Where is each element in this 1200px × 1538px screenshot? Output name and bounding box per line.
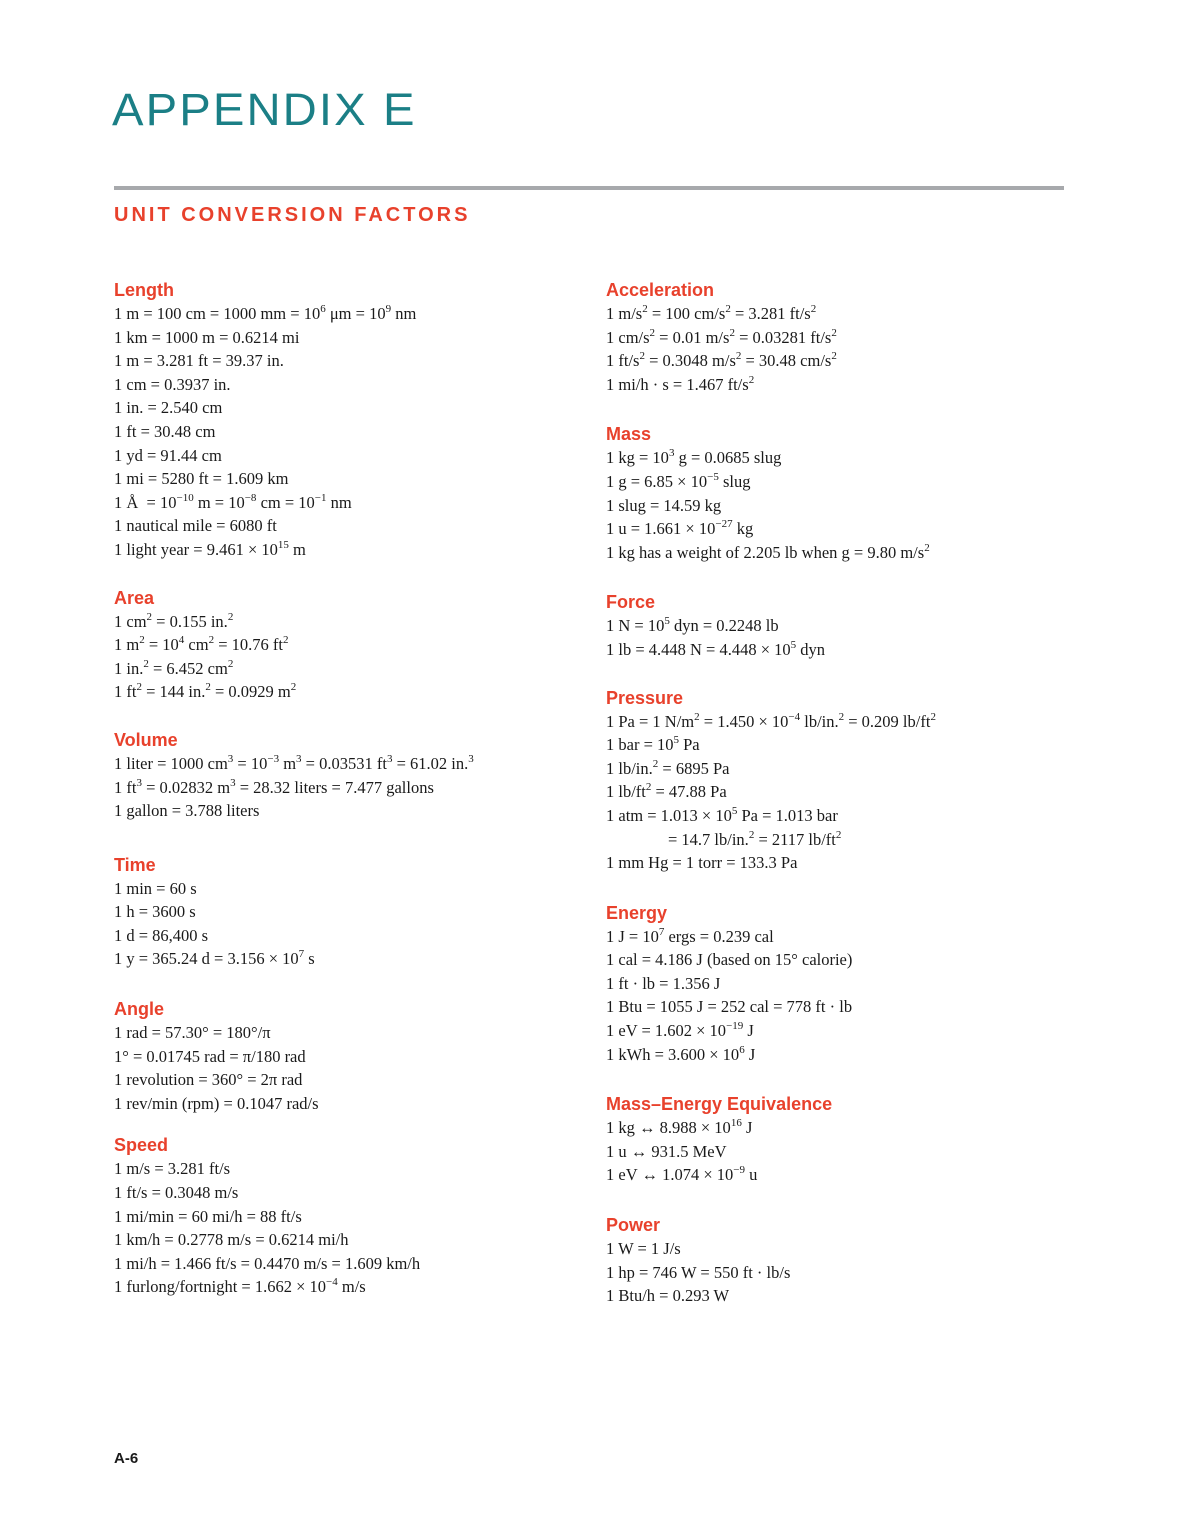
group-heading: Angle bbox=[114, 999, 165, 1020]
group-heading: Pressure bbox=[606, 687, 684, 708]
right-column bbox=[606, 278, 1166, 1308]
conversion-group bbox=[114, 278, 584, 562]
conversion-line: 1 lb = 4.448 $N = 4.448 \times 10^5$ dyn bbox=[606, 638, 826, 659]
conversion-group bbox=[606, 686, 1166, 875]
conversion-line: 1 Btu = 1055 J = 252 cal = 778 ft · lb bbox=[606, 997, 853, 1017]
conversion-line: 1 y = 365.24 $d = 3.156 \times 10^7$ s bbox=[114, 948, 315, 969]
conversion-line: 1 cm = 0.3937 in. bbox=[114, 374, 231, 394]
group-heading: Mass–Energy Equivalence bbox=[606, 1094, 833, 1115]
conversion-line: 1 m = 100 cm = 1000 mm = $10^6$ $\mu m = 10^9$ nm bbox=[114, 303, 417, 323]
conversion-line: 1 km/h = 0.2778 m/s = 0.6214 mi/h bbox=[114, 1230, 349, 1250]
conversion-line: 1 kg = $10^3$ g = 0.0685 slug bbox=[606, 447, 782, 468]
conversion-line: 1 mi/h = 1.466 ft/s = 0.4470 m/s = 1.609 km/h bbox=[114, 1253, 421, 1273]
conversion-group bbox=[606, 278, 1166, 396]
conversion-line: 1 u ↔ 931.5 MeV bbox=[606, 1141, 727, 1161]
conversion-line: 1 ft/s = 0.3048 m/s bbox=[114, 1183, 239, 1203]
page-number: A-6 bbox=[114, 1450, 139, 1467]
conversion-line: 1 m/s = 3.281 ft/s bbox=[114, 1159, 231, 1179]
group-heading: Force bbox=[606, 592, 656, 613]
conversion-line: 1 $g = 6.85 \times 10^{-5}$ slug bbox=[606, 470, 751, 491]
group-heading: Length bbox=[114, 280, 174, 300]
conversion-line: 1 kWh = $3.600 \times 10^6$ J bbox=[606, 1043, 756, 1064]
conversion-line: 1 in.$^2$ = 6.452 $cm^2$ bbox=[114, 657, 234, 678]
conversion-group bbox=[606, 901, 1166, 1067]
conversion-line: 1 light year = $9.461 \times 10^{15}$ m bbox=[114, 538, 306, 559]
conversion-line: 1 km = 1000 m = 0.6214 mi bbox=[114, 327, 300, 347]
conversion-line: 1 liter = 1000 $cm^3 = 10^{-3}$ $m^3 = 0.03531$ $ft^3 = 61.02$ in.$^3$ bbox=[114, 752, 474, 773]
conversion-line: 1 min = 60 s bbox=[114, 878, 197, 898]
conversion-group bbox=[114, 586, 584, 704]
conversion-line: 1 h = 3600 s bbox=[114, 902, 196, 922]
conversion-line: 1 $ft^3 = 0.02832$ $m^3 = 28.32$ liters = 7.477 gallons bbox=[114, 776, 434, 797]
conversion-line: 1 $lb/ft^2 = 47.88$ Pa bbox=[606, 781, 727, 802]
conversion-group bbox=[114, 997, 584, 1115]
conversion-line: 1 in. = 2.540 cm bbox=[114, 398, 223, 418]
conversion-line: 1 gallon = 3.788 liters bbox=[114, 801, 260, 821]
conversion-line: 1 $cm/s^2 = 0.01$ $m/s^2 = 0.03281$ $ft/s^2$ bbox=[606, 326, 837, 347]
conversion-line: 1 $m^2 = 10^4$ $cm^2 = 10.76$ $ft^2$ bbox=[114, 634, 289, 655]
conversion-line: 1 nautical mile = 6080 ft bbox=[114, 516, 277, 536]
conversion-line: 1 $cm^2 = 0.155$ in.$^2$ bbox=[114, 610, 234, 631]
appendix-title: APPENDIX E bbox=[112, 84, 417, 135]
group-heading: Energy bbox=[606, 902, 668, 923]
conversion-line: 1 cal = 4.186 J (based on 15° calorie) bbox=[606, 950, 853, 970]
conversion-line: 1 slug = 14.59 kg bbox=[606, 495, 722, 515]
conversion-line: 1 $u = 1.661 \times 10^{-27}$ kg bbox=[606, 518, 754, 539]
conversion-group bbox=[114, 728, 584, 823]
conversion-line: 1 mi/min = 60 mi/h = 88 ft/s bbox=[114, 1206, 302, 1226]
conversion-line: 1 Pa = 1 $N/m^2 = 1.450 \times 10^{-4}$ lb/in.$^2$ = 0.209 $lb/ft^2$ bbox=[606, 710, 936, 731]
conversion-line: 1 kg has a weight of 2.205 lb when g = 9.80 $m/s^2$ bbox=[606, 541, 930, 562]
conversion-line: 1 Btu/h = 0.293 W bbox=[606, 1286, 730, 1306]
section-title: UNIT CONVERSION FACTORS bbox=[114, 204, 471, 226]
left-column bbox=[114, 278, 584, 1299]
group-heading: Acceleration bbox=[606, 280, 715, 300]
conversion-line: = 14.7 lb/in.$^2$ = 2117 $lb/ft^2$ bbox=[668, 828, 842, 849]
section-divider bbox=[114, 186, 1064, 190]
conversion-group bbox=[606, 1213, 1166, 1308]
conversion-line: 1 bar = $10^5$ Pa bbox=[606, 734, 700, 755]
conversion-line: 1 rev/min (rpm) = 0.1047 rad/s bbox=[114, 1093, 319, 1113]
conversion-line: 1 mm Hg = 1 torr = 133.3 Pa bbox=[606, 853, 798, 873]
conversion-line: 1 furlong/fortnight = $1.662 \times 10^{-4}$ m/s bbox=[114, 1276, 366, 1297]
conversion-line: 1 ft = 30.48 cm bbox=[114, 421, 216, 441]
conversion-line: 1 $ft/s^2 = 0.3048$ $m/s^2 = 30.48$ $cm/s^2$ bbox=[606, 350, 837, 371]
group-heading: Time bbox=[114, 854, 156, 875]
conversion-line: 1 d = 86,400 s bbox=[114, 925, 209, 945]
conversion-group bbox=[114, 853, 584, 971]
conversion-group bbox=[606, 422, 1166, 564]
conversion-line: 1 Å = $10^{-10}$ $m = 10^{-8}$ cm = $10^{-1}$ nm bbox=[114, 491, 352, 512]
conversion-line: 1 revolution = 360° = 2π rad bbox=[114, 1070, 303, 1090]
conversion-line: 1 ft · lb = 1.356 J bbox=[606, 973, 721, 993]
group-heading: Area bbox=[114, 587, 155, 608]
conversion-line: 1 mi = 5280 ft = 1.609 km bbox=[114, 469, 289, 489]
conversion-line: 1 $ft^2 = 144$ in.$^2$ = 0.0929 $m^2$ bbox=[114, 681, 297, 702]
conversion-line: 1 $N = 10^5$ dyn = 0.2248 lb bbox=[606, 615, 779, 636]
conversion-line: 1 $m/s^2 = 100$ $cm/s^2 = 3.281$ $ft/s^2$ bbox=[606, 303, 817, 323]
conversion-line: 1 W = 1 J/s bbox=[606, 1239, 681, 1259]
conversion-line: 1 kg ↔ $8.988 \times 10^{16}$ J bbox=[606, 1117, 753, 1138]
conversion-line: 1 atm = $1.013 \times 10^5$ Pa = 1.013 bar bbox=[606, 804, 838, 825]
conversion-line: 1 eV ↔ $1.074 \times 10^{-9}$ u bbox=[606, 1164, 758, 1185]
group-heading: Mass bbox=[606, 424, 652, 445]
conversion-line: 1 eV = $1.602 \times 10^{-19}$ J bbox=[606, 1020, 754, 1041]
group-heading: Volume bbox=[114, 729, 178, 750]
conversion-line: 1 $J = 10^7$ ergs = 0.239 cal bbox=[606, 925, 774, 946]
conversion-line: 1 hp = 746 W = 550 ft · lb/s bbox=[606, 1262, 791, 1282]
conversion-group bbox=[114, 1133, 584, 1299]
conversion-line: 1° = 0.01745 rad = π/180 rad bbox=[114, 1046, 306, 1066]
group-heading: Power bbox=[606, 1215, 661, 1236]
conversion-group bbox=[606, 1092, 1166, 1187]
conversion-line: 1 mi/h · s = 1.467 $ft/s^2$ bbox=[606, 373, 755, 394]
conversion-line: 1 yd = 91.44 cm bbox=[114, 445, 222, 465]
conversion-line: 1 lb/in.$^2$ = 6895 Pa bbox=[606, 757, 730, 778]
conversion-line: 1 m = 3.281 ft = 39.37 in. bbox=[114, 351, 284, 371]
group-heading: Speed bbox=[114, 1135, 169, 1156]
conversion-line: 1 rad = 57.30° = 180°/π bbox=[114, 1023, 271, 1043]
conversion-group bbox=[606, 590, 1166, 661]
